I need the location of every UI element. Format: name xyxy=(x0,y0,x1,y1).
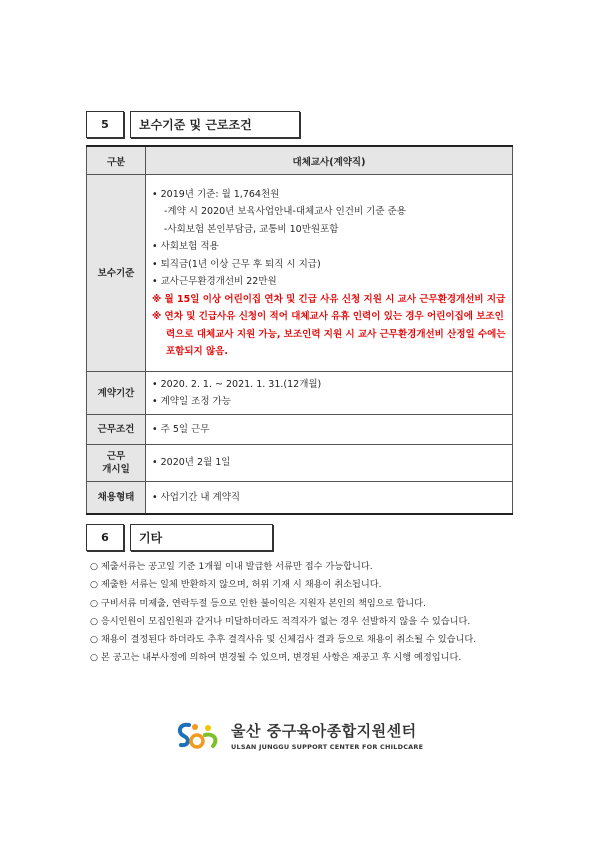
note-item: ○ 제출한 서류는 일체 반환하지 않으며, 허위 기재 시 채용이 취소됩니다. xyxy=(90,579,382,591)
note-item: ○ 채용이 결정된다 하더라도 추후 결격사유 및 신체검사 결과 등으로 채용이 취소될 수 있습니다. xyxy=(90,634,477,646)
table-row xyxy=(87,372,513,415)
footer-text xyxy=(231,720,423,751)
row-value-period xyxy=(146,372,513,415)
conditions-table xyxy=(86,145,513,515)
period-line: • 계약일 조정 가능 xyxy=(152,396,231,407)
table-row xyxy=(87,415,513,445)
row-label-work: 근무조건 xyxy=(87,415,146,445)
work-line: • 주 5일 근무 xyxy=(152,423,210,435)
pay-note: ※ 연차 및 긴급사유 신청이 적어 대체교사 유휴 인력이 있는 경우 어린이집에 보조인력으로 대체교사 지원 가능, 보조인력 지원 시 교사 근무환경개선비 산정일 수에는 포함되지 않음. xyxy=(152,311,506,357)
footer xyxy=(175,719,423,751)
row-value-work xyxy=(146,415,513,445)
section-title: 보수기준 및 근로조건 xyxy=(130,111,300,138)
section-5-header xyxy=(86,111,300,138)
start-line: • 2020년 2월 1일 xyxy=(152,457,231,469)
pay-note: ※ 월 15일 이상 어린이집 연차 및 긴급 사유 신청 지원 시 교사 근무환경개선비 지급 xyxy=(152,293,506,305)
table-row xyxy=(87,445,513,482)
center-name-korean: 울산 중구육아종합지원센터 xyxy=(231,721,417,740)
row-label-pay: 보수기준 xyxy=(87,175,146,372)
notes-list xyxy=(90,558,520,668)
column-header-label: 구분 xyxy=(87,146,146,175)
row-value-start xyxy=(146,445,513,482)
pay-subline: -사회보험 본인부담금, 교통비 10만원포함 xyxy=(164,223,339,235)
pay-line: • 퇴직금(1년 이상 근무 후 퇴직 시 지급) xyxy=(152,258,321,270)
note-item: ○ 응시인원이 모집인원과 같거나 미달하더라도 적격자가 없는 경우 선발하지 않을 수 있습니다. xyxy=(90,615,471,627)
row-label-type: 채용형태 xyxy=(87,482,146,514)
row-value-pay xyxy=(146,175,513,372)
start-label-line: 근무 xyxy=(106,451,126,462)
column-header-value: 대체교사(계약직) xyxy=(146,146,513,175)
row-label-start xyxy=(87,445,146,482)
pay-line: • 2019년 기준: 월 1,764천원 xyxy=(152,188,280,200)
start-label-line: 개시일 xyxy=(102,464,130,475)
table-header-row xyxy=(87,146,513,175)
note-item: ○ 제출서류는 공고일 기준 1개월 이내 발급한 서류만 접수 가능합니다. xyxy=(90,561,373,572)
type-line: • 사업기간 내 계약직 xyxy=(152,491,241,503)
center-logo-icon xyxy=(175,719,223,751)
section-title: 기타 xyxy=(130,524,273,551)
section-number: 5 xyxy=(86,111,124,138)
pay-line: • 교사근무환경개선비 22만원 xyxy=(152,276,277,287)
section-6-header xyxy=(86,524,273,551)
section-number: 6 xyxy=(86,524,124,551)
row-label-period: 계약기간 xyxy=(87,372,146,415)
period-line: • 2020. 2. 1. ~ 2021. 1. 31.(12개월) xyxy=(152,378,322,390)
note-item: ○ 구비서류 미제출, 연락두절 등으로 인한 불이익은 지원자 본인의 책임으로 합니다. xyxy=(90,597,426,609)
table-row xyxy=(87,482,513,514)
pay-line: • 사회보험 적용 xyxy=(152,241,219,252)
table-row xyxy=(87,175,513,372)
row-value-type xyxy=(146,482,513,514)
center-name-english: ULSAN JUNGGU SUPPORT CENTER FOR CHILDCARE xyxy=(231,742,424,751)
note-item: ○ 본 공고는 내부사정에 의하여 변경될 수 있으며, 변경된 사항은 재공고 후 시행 예정입니다. xyxy=(90,652,462,664)
pay-subline: -계약 시 2020년 보육사업안내-대체교사 인건비 기준 준용 xyxy=(164,206,406,217)
